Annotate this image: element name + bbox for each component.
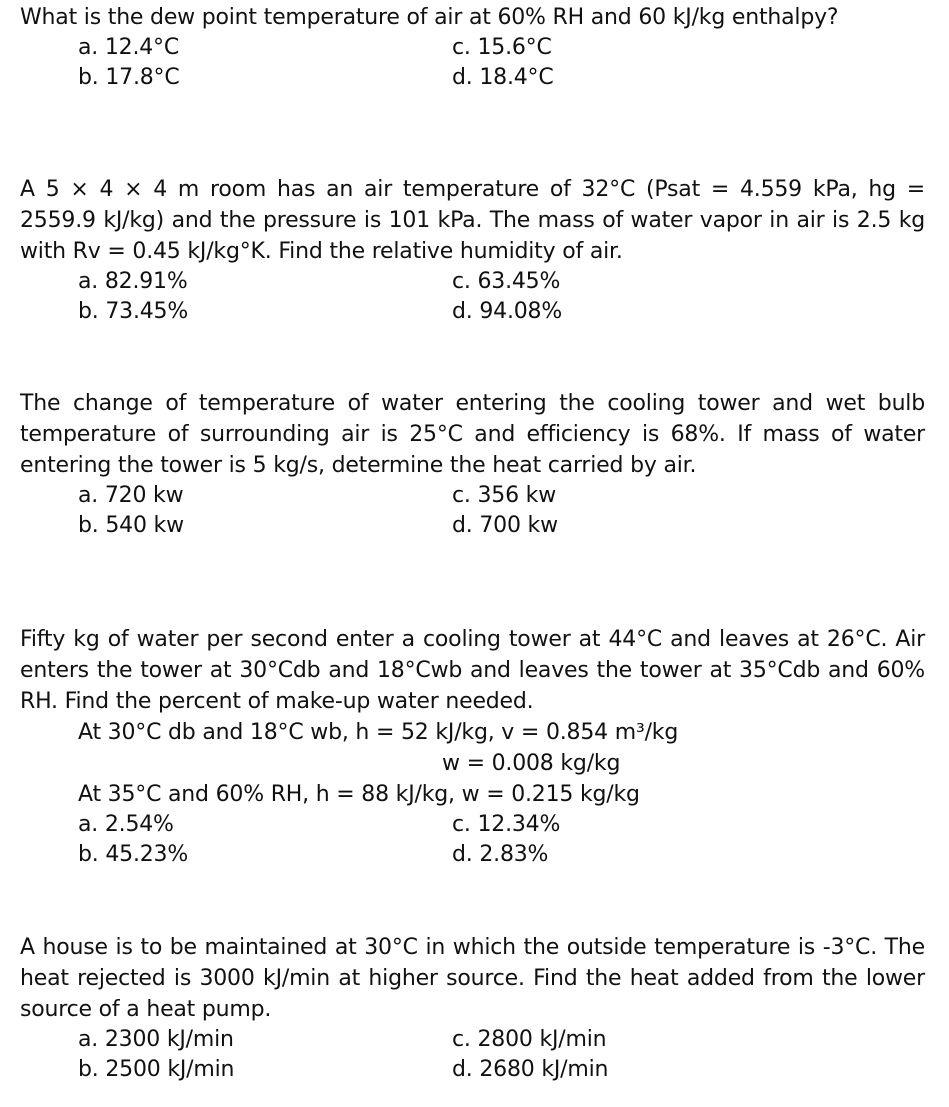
given-data-line-1: At 30°C db and 18°C wb, h = 52 kJ/kg, v = 0.854 m³/kg: [78, 720, 679, 745]
answer-choices: [78, 810, 925, 870]
choice-d: d. 2.83%: [452, 842, 549, 867]
question-text: The change of temperature of water entering the cooling tower and wet bulb temperature of surrounding air is 25°C and efficiency is 68%. If mass of water entering the tower is 5 kg/s, determine the heat carried by air.: [20, 391, 925, 478]
choice-c: c. 2800 kJ/min: [452, 1027, 607, 1052]
answer-choices: [78, 1025, 925, 1085]
given-data-line-3: At 35°C and 60% RH, h = 88 kJ/kg, w = 0.215 kg/kg: [78, 782, 640, 807]
choice-a: a. 2.54%: [78, 812, 174, 837]
choice-b: b. 17.8°C: [78, 65, 180, 90]
choice-c: c. 12.34%: [452, 812, 561, 837]
choice-a: a. 2300 kJ/min: [78, 1027, 234, 1052]
question-5: [20, 932, 925, 1085]
choice-a: a. 82.91%: [78, 269, 188, 294]
choice-c: c. 15.6°C: [452, 35, 552, 60]
question-text: What is the dew point temperature of air at 60% RH and 60 kJ/kg enthalpy?: [20, 5, 839, 30]
answer-choices: [78, 33, 925, 93]
question-4: [20, 624, 925, 870]
choice-a: a. 720 kw: [78, 483, 184, 508]
choice-c: c. 356 kw: [452, 483, 556, 508]
choice-b: b. 2500 kJ/min: [78, 1057, 235, 1082]
answer-choices: [78, 481, 925, 541]
choice-d: d. 18.4°C: [452, 65, 554, 90]
choice-c: c. 63.45%: [452, 269, 561, 294]
choice-d: d. 94.08%: [452, 299, 563, 324]
choice-b: b. 540 kw: [78, 513, 184, 538]
question-1: [20, 2, 925, 93]
question-2: [20, 174, 925, 327]
given-data-line-2: w = 0.008 kg/kg: [442, 751, 621, 776]
question-text: A 5 × 4 × 4 m room has an air temperature of 32°C (Psat = 4.559 kPa, hg = 2559.9 kJ/kg) and the pressure is 101 kPa. The mass of water vapor in air is 2.5 kg with Rv = 0.45 kJ/kg°K. Find the relative humidity of air.: [20, 177, 925, 264]
choice-b: b. 73.45%: [78, 299, 189, 324]
choice-b: b. 45.23%: [78, 842, 189, 867]
answer-choices: [78, 267, 925, 327]
question-text: Fifty kg of water per second enter a cooling tower at 44°C and leaves at 26°C. Air enters the tower at 30°Cdb and 18°Cwb and leaves the tower at 35°Cdb and 60% RH. Find the percent of make-up water needed.: [20, 627, 925, 714]
question-text: A house is to be maintained at 30°C in which the outside temperature is -3°C. The heat rejected is 3000 kJ/min at higher source. Find the heat added from the lower source of a heat pump.: [20, 935, 925, 1022]
choice-d: d. 2680 kJ/min: [452, 1057, 609, 1082]
choice-a: a. 12.4°C: [78, 35, 180, 60]
choice-d: d. 700 kw: [452, 513, 558, 538]
question-3: [20, 388, 925, 541]
